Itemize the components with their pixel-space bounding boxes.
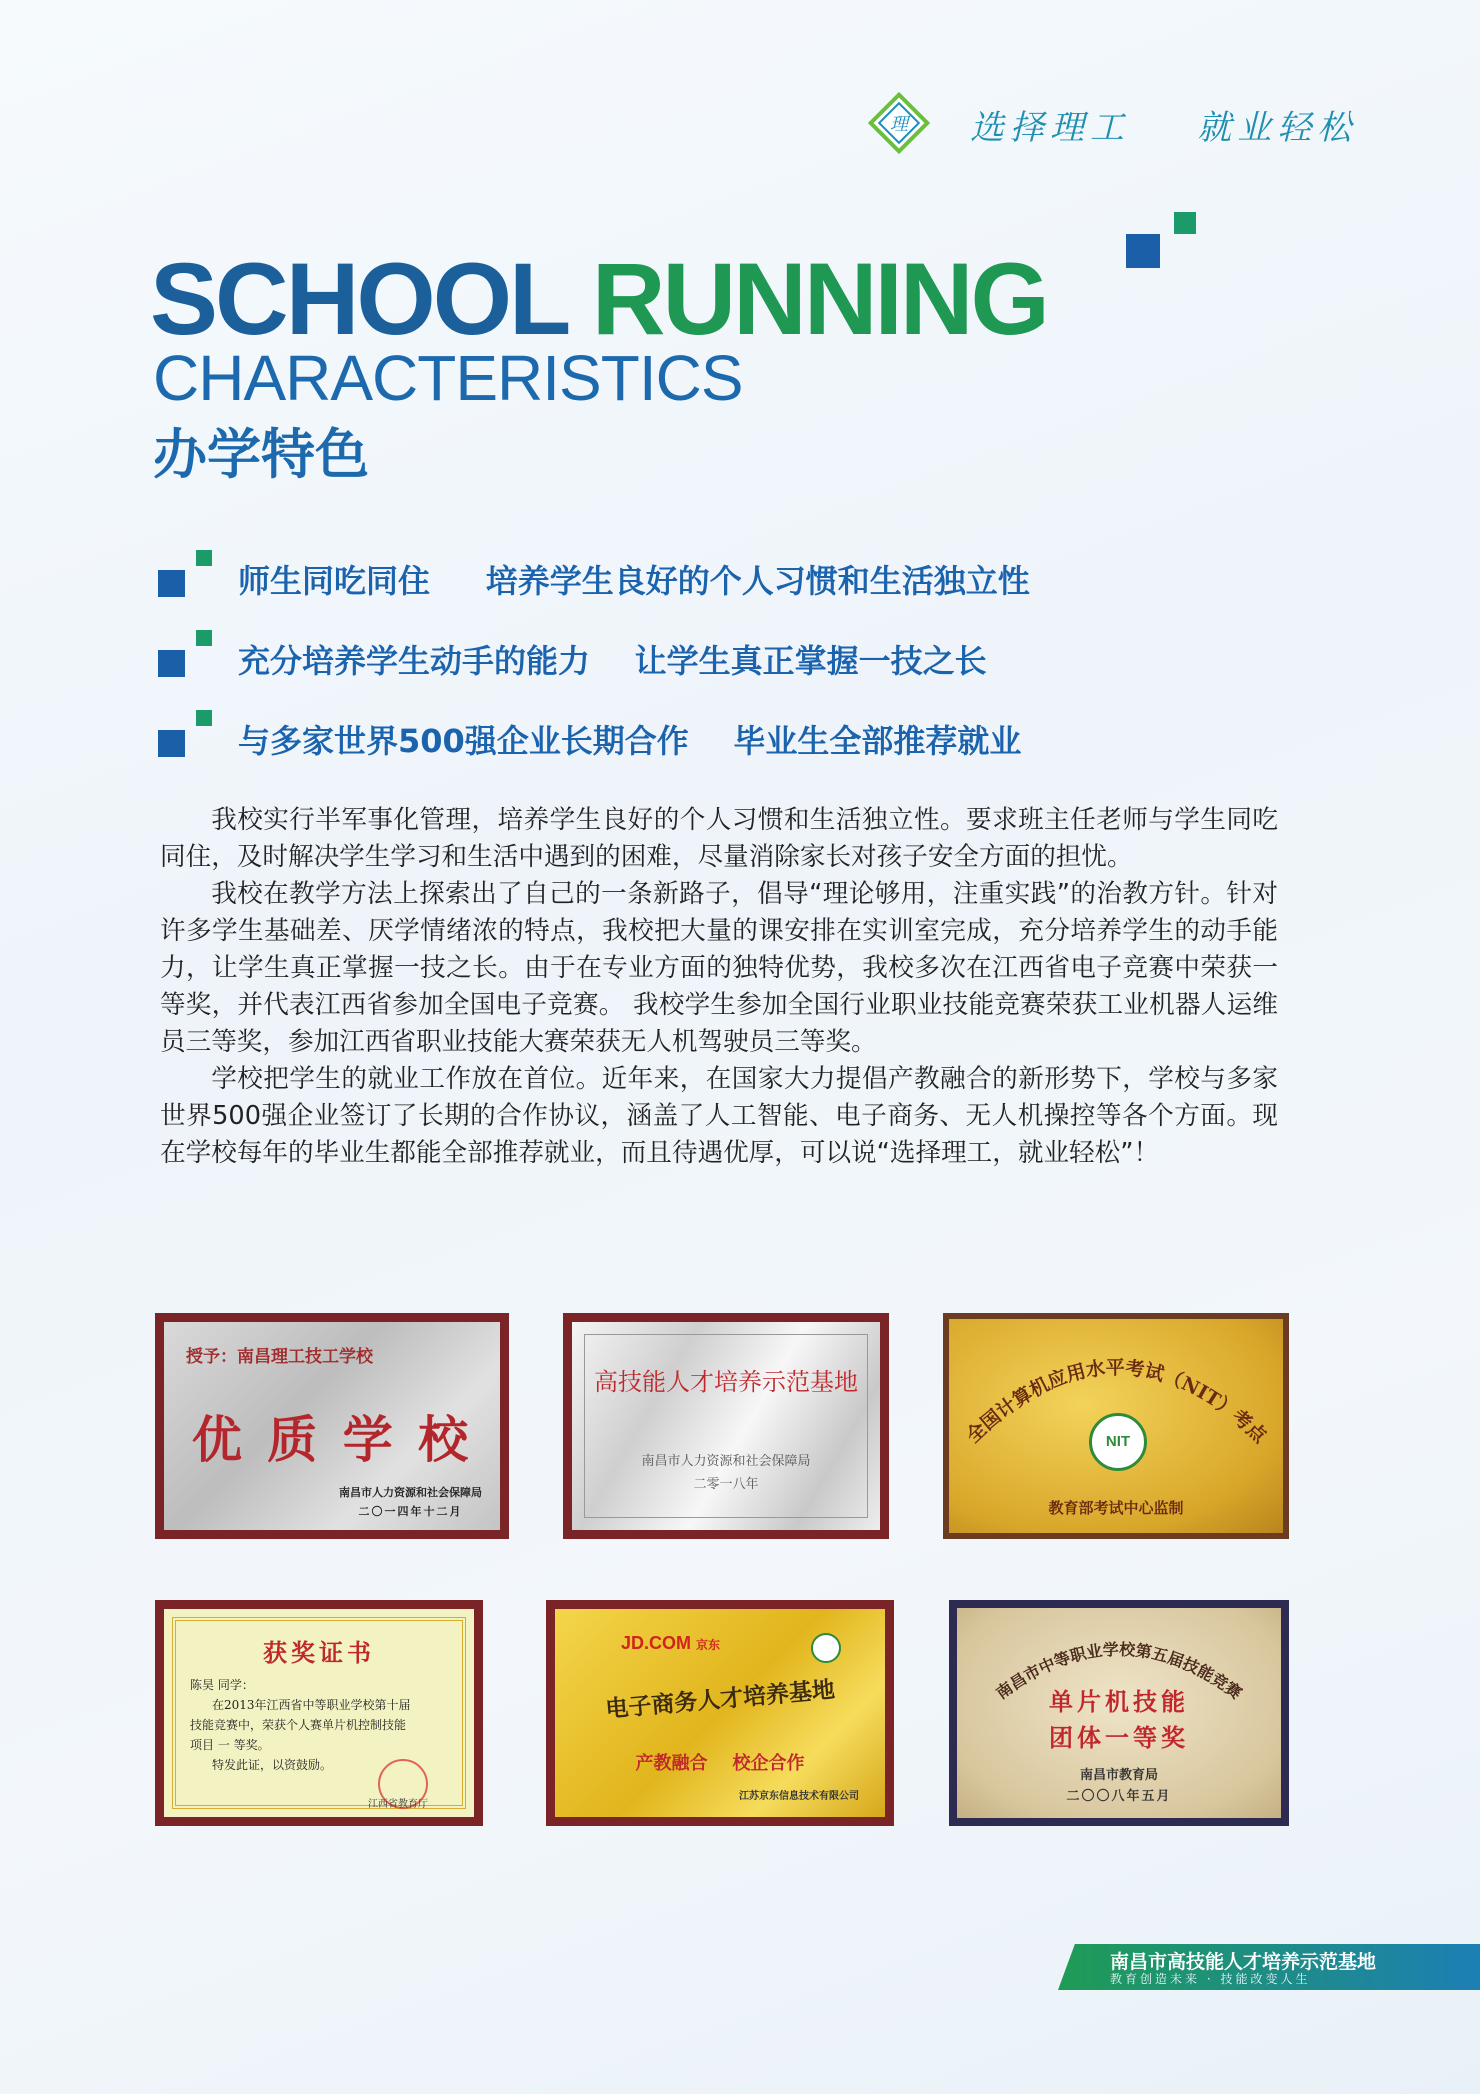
plaque-quality-school bbox=[155, 1313, 509, 1539]
plaque-award-certificate bbox=[155, 1600, 483, 1826]
plaque-bottom: 教育部考试中心监制 bbox=[1048, 1499, 1184, 1517]
plaque-issuer bbox=[957, 1764, 1281, 1804]
title-line: 团体一等奖 bbox=[1049, 1723, 1189, 1752]
feature-text: 师生同吃同住 培养学生良好的个人习惯和生活独立性 bbox=[238, 562, 1030, 600]
title-running: RUNNING bbox=[591, 242, 1047, 356]
certificate-line: 在2013年江西省中等职业学校第十届 bbox=[212, 1698, 411, 1712]
certificate-issuer: 江西省教育厅 bbox=[368, 1799, 428, 1810]
footer-title: 南昌市高技能人才培养示范基地 bbox=[1110, 1951, 1377, 1973]
plaque-title: 高技能人才培养示范基地 bbox=[594, 1368, 858, 1396]
issuer-name: 南昌市人力资源和社会保障局 bbox=[641, 1454, 811, 1469]
feature-text: 与多家世界500强企业长期合作 毕业生全部推荐就业 bbox=[238, 722, 1022, 760]
bullet-square-icon bbox=[196, 550, 212, 566]
plaque-jd-ecommerce bbox=[546, 1600, 894, 1826]
certificate-title: 获奖证书 bbox=[263, 1638, 375, 1667]
arc-text: 南昌市中等职业学校第五届技能竞赛 bbox=[992, 1639, 1246, 1703]
plaque-issuer bbox=[339, 1484, 482, 1519]
plaque-recipient: 授予：南昌理工技工学校 bbox=[186, 1347, 373, 1367]
title-english bbox=[150, 242, 1047, 356]
feature-text: 充分培养学生动手的能力 让学生真正掌握一技之长 bbox=[238, 642, 987, 680]
svg-text:理: 理 bbox=[890, 114, 908, 135]
issue-date: 二〇〇八年五月 bbox=[1066, 1789, 1172, 1804]
paragraph: 我校在教学方法上探索出了自己的一条新路子，倡导“理论够用，注重实践”的治教方针。针对许多学生基础差、厌学情绪浓的特点，我校把大量的课安排在实训室完成，充分培养学生的动手能力，让学生真正掌握一技之长。由于在专业方面的独特优势，我校多次在江西省电子竞赛中荣获一等奖，并代表江西省参加全国电子竞赛。 我校学生参加全国行业职业技能竞赛荣获工业机器人运维员三等奖，参加江西省职业技能大赛荣获无人机驾驶员三等奖。 bbox=[160, 879, 1278, 1057]
plaque-title: 电子商务人才培养基地 bbox=[604, 1677, 836, 1723]
school-emblem-icon bbox=[868, 92, 930, 154]
plaque-subtitle: 产教融合 校企合作 bbox=[635, 1753, 805, 1774]
issuer-name: 南昌市教育局 bbox=[1079, 1768, 1158, 1783]
plaque-issuer bbox=[572, 1450, 880, 1492]
deco-square-blue bbox=[1126, 234, 1160, 268]
plaque-title bbox=[957, 1684, 1281, 1756]
recipient-name: 陈昊 同学： bbox=[190, 1678, 254, 1692]
school-badge-icon bbox=[811, 1633, 841, 1663]
nit-logo-icon bbox=[1089, 1413, 1147, 1471]
plaque-issuer: 江苏京东信息技术有限公司 bbox=[739, 1791, 859, 1802]
paragraph: 我校实行半军事化管理，培养学生良好的个人习惯和生活独立性。要求班主任老师与学生同吃同住，及时解决学生学习和生活中遇到的困难，尽量消除家长对孩子安全方面的担忧。 bbox=[160, 805, 1278, 872]
bullet-square-icon bbox=[158, 730, 185, 757]
issue-date: 二〇一四年十二月 bbox=[358, 1505, 463, 1518]
jd-logo bbox=[621, 1633, 720, 1654]
plaque-nit-center bbox=[943, 1313, 1289, 1539]
certificate-line: 特发此证，以资鼓励。 bbox=[212, 1758, 333, 1772]
plaque-skill-base bbox=[563, 1313, 889, 1539]
plaque-skill-competition bbox=[949, 1600, 1289, 1826]
title-chinese: 办学特色 bbox=[153, 423, 369, 486]
body-text bbox=[160, 802, 1278, 1172]
bullet-square-icon bbox=[158, 650, 185, 677]
title-characteristics: CHARACTERISTICS bbox=[153, 342, 743, 414]
bullet-square-icon bbox=[196, 630, 212, 646]
bullet-square-icon bbox=[158, 570, 185, 597]
plaque-title: 优 质 学 校 bbox=[191, 1410, 473, 1469]
bullet-square-icon bbox=[196, 710, 212, 726]
deco-square-green bbox=[1174, 212, 1196, 234]
arc-text: 全国计算机应用水平考试（NIT）考点 bbox=[962, 1356, 1271, 1448]
issue-date: 二零一八年 bbox=[693, 1477, 759, 1492]
title-line: 单片机技能 bbox=[1049, 1687, 1189, 1716]
logo-text: NIT bbox=[1105, 1433, 1131, 1450]
brand-cn: 京东 bbox=[696, 1638, 721, 1652]
footer-tagline: 教育创造未来 · 技能改变人生 bbox=[1110, 1972, 1311, 1986]
paragraph: 学校把学生的就业工作放在首位。近年来，在国家大力提倡产教融合的新形势下，学校与多家世界500强企业签订了长期的合作协议，涵盖了人工智能、电子商务、无人机操控等各个方面。现在学校每年的毕业生都能全部推荐就业，而且待遇优厚，可以说“选择理工，就业轻松”！ bbox=[160, 1064, 1278, 1168]
title-school: SCHOOL bbox=[150, 242, 567, 356]
certificate-line: 技能竞赛中，荣获个人赛单片机控制技能 bbox=[190, 1718, 407, 1732]
certificate-body bbox=[190, 1675, 411, 1775]
certificate-line: 项目 一 等奖。 bbox=[190, 1738, 270, 1752]
header-slogan: 选择理工 就业轻松 bbox=[970, 108, 1358, 148]
issuer-name: 南昌市人力资源和社会保障局 bbox=[339, 1486, 482, 1499]
brand-en: JD.COM bbox=[621, 1633, 692, 1653]
